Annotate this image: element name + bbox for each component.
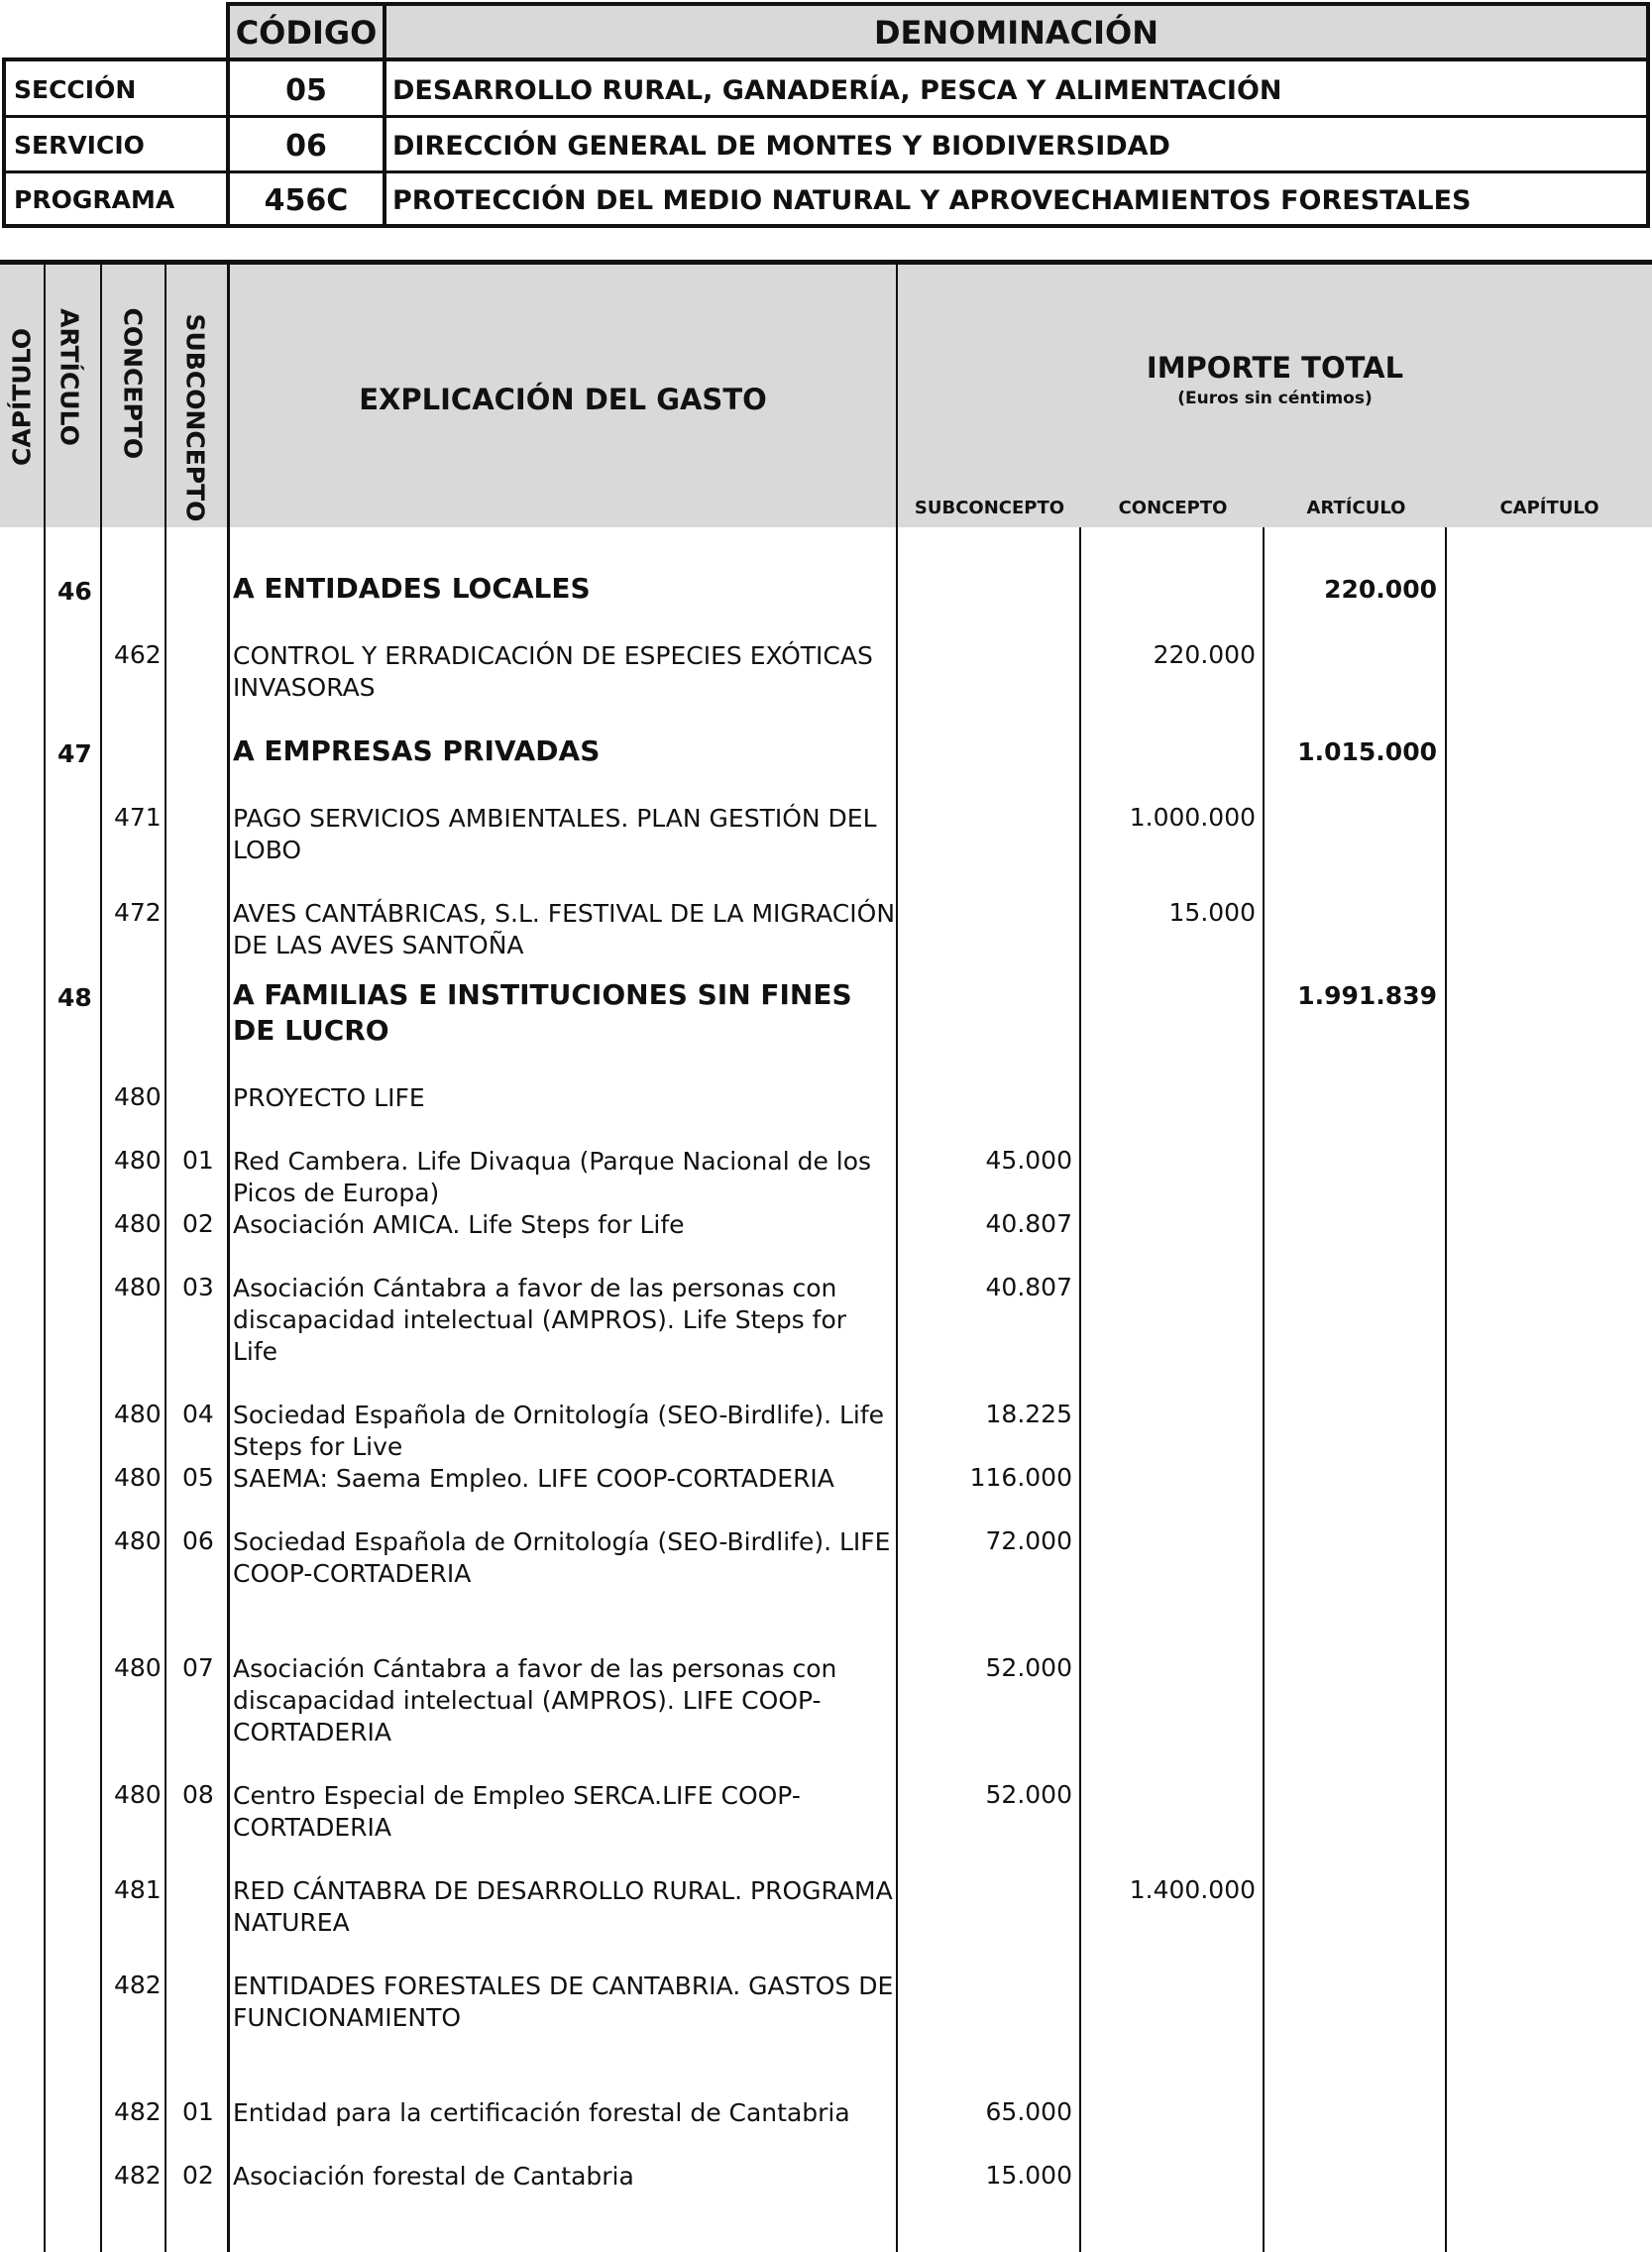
row-description: Asociación forestal de Cantabria <box>233 2162 634 2191</box>
row-amount-subconcepto: 45.000 <box>985 1146 1072 1175</box>
row-concepto: 480 <box>114 1780 162 1809</box>
subcol-articulo: ARTÍCULO <box>1306 498 1406 518</box>
col-importe-total: IMPORTE TOTAL <box>1146 351 1404 385</box>
row-concepto: 480 <box>114 1273 162 1301</box>
row-concepto: 472 <box>114 898 162 927</box>
row-concepto: 480 <box>114 1209 162 1238</box>
row-concepto: 480 <box>114 1400 162 1428</box>
row-subconcepto: 01 <box>182 2097 214 2126</box>
row-description: Asociación AMICA. Life Steps for Life <box>233 1210 685 1239</box>
row-amount-concepto: 220.000 <box>1153 640 1256 669</box>
row-concepto: 462 <box>114 640 162 669</box>
seccion-name: DESARROLLO RURAL, GANADERÍA, PESCA Y ALIMENTACIÓN <box>392 75 1282 106</box>
row-description: RED CÁNTABRA DE DESARROLLO RURAL. PROGRAMA NATUREA <box>233 1876 893 1937</box>
row-subconcepto: 02 <box>182 1209 214 1238</box>
row-description: A ENTIDADES LOCALES <box>233 572 591 605</box>
row-description: Red Cambera. Life Divaqua (Parque Nacional de los Picos de Europa) <box>233 1147 872 1207</box>
col-capitulo: CAPÍTULO <box>7 328 37 466</box>
row-amount-subconcepto: 40.807 <box>985 1209 1072 1238</box>
row-description: Asociación Cántabra a favor de las personas con discapacidad intelectual (AMPROS). Life Steps for Life <box>233 1274 847 1366</box>
row-subconcepto: 05 <box>182 1463 214 1492</box>
row-description: Asociación Cántabra a favor de las personas con discapacidad intelectual (AMPROS). LIFE COOP-CORTADERIA <box>233 1654 837 1746</box>
row-description: PROYECTO LIFE <box>233 1083 425 1112</box>
header-denominacion-label: DENOMINACIÓN <box>873 14 1159 52</box>
servicio-label: SERVICIO <box>14 131 145 160</box>
row-amount-subconcepto: 72.000 <box>985 1526 1072 1555</box>
row-description: Centro Especial de Empleo SERCA.LIFE COOP-CORTADERIA <box>233 1781 801 1842</box>
row-description: A FAMILIAS E INSTITUCIONES SIN FINES DE LUCRO <box>233 978 852 1047</box>
row-subconcepto: 06 <box>182 1526 214 1555</box>
row-subconcepto: 04 <box>182 1400 214 1428</box>
row-subconcepto: 03 <box>182 1273 214 1301</box>
col-concepto: CONCEPTO <box>118 307 148 460</box>
programa-name: PROTECCIÓN DEL MEDIO NATURAL Y APROVECHAMIENTOS FORESTALES <box>392 185 1472 216</box>
row-concepto: 482 <box>114 2161 162 2190</box>
seccion-label: SECCIÓN <box>14 75 137 104</box>
row-concepto: 471 <box>114 803 162 832</box>
servicio-code: 06 <box>285 129 327 164</box>
row-description: SAEMA: Saema Empleo. LIFE COOP-CORTADERIA <box>233 1464 834 1493</box>
row-amount-concepto: 15.000 <box>1168 898 1256 927</box>
row-articulo: 47 <box>57 739 92 768</box>
row-description: Sociedad Española de Ornitología (SEO-Birdlife). LIFE COOP-CORTADERIA <box>233 1527 891 1588</box>
programa-label: PROGRAMA <box>14 185 175 214</box>
row-description: CONTROL Y ERRADICACIÓN DE ESPECIES EXÓTICAS INVASORAS <box>233 641 873 702</box>
header-codigo-label: CÓDIGO <box>235 14 378 52</box>
row-amount-subconcepto: 65.000 <box>985 2097 1072 2126</box>
row-amount-subconcepto: 40.807 <box>985 1273 1072 1301</box>
header-block <box>0 0 1652 230</box>
row-concepto: 480 <box>114 1463 162 1492</box>
budget-table <box>0 260 1652 2252</box>
row-amount-concepto: 1.000.000 <box>1129 803 1256 832</box>
row-amount-articulo: 220.000 <box>1324 575 1437 604</box>
seccion-code: 05 <box>285 73 327 108</box>
row-description: ENTIDADES FORESTALES DE CANTABRIA. GASTOS DE FUNCIONAMIENTO <box>233 1971 894 2032</box>
row-subconcepto: 01 <box>182 1146 214 1175</box>
subcol-concepto: CONCEPTO <box>1118 498 1228 518</box>
row-amount-articulo: 1.991.839 <box>1297 981 1437 1010</box>
row-articulo: 46 <box>57 577 92 606</box>
row-amount-subconcepto: 52.000 <box>985 1653 1072 1682</box>
row-articulo: 48 <box>57 983 92 1012</box>
row-amount-articulo: 1.015.000 <box>1297 737 1437 766</box>
row-concepto: 482 <box>114 1970 162 1999</box>
row-description: Sociedad Española de Ornitología (SEO-Birdlife). Life Steps for Live <box>233 1401 885 1461</box>
row-amount-concepto: 1.400.000 <box>1129 1875 1256 1904</box>
subcol-subconcepto: SUBCONCEPTO <box>914 498 1065 518</box>
row-amount-subconcepto: 52.000 <box>985 1780 1072 1809</box>
row-concepto: 482 <box>114 2097 162 2126</box>
col-subconcepto: SUBCONCEPTO <box>180 313 210 522</box>
row-subconcepto: 07 <box>182 1653 214 1682</box>
col-explicacion: EXPLICACIÓN DEL GASTO <box>359 383 767 416</box>
row-amount-subconcepto: 18.225 <box>985 1400 1072 1428</box>
row-amount-subconcepto: 15.000 <box>985 2161 1072 2190</box>
row-description: AVES CANTÁBRICAS, S.L. FESTIVAL DE LA MIGRACIÓN DE LAS AVES SANTOÑA <box>233 899 896 959</box>
row-concepto: 480 <box>114 1146 162 1175</box>
programa-code: 456C <box>264 183 349 218</box>
row-concepto: 480 <box>114 1526 162 1555</box>
row-subconcepto: 08 <box>182 1780 214 1809</box>
row-concepto: 480 <box>114 1082 162 1111</box>
row-description: PAGO SERVICIOS AMBIENTALES. PLAN GESTIÓN DEL LOBO <box>233 804 877 864</box>
row-concepto: 480 <box>114 1653 162 1682</box>
row-concepto: 481 <box>114 1875 162 1904</box>
col-importe-note: (Euros sin céntimos) <box>1177 389 1373 408</box>
row-amount-subconcepto: 116.000 <box>969 1463 1072 1492</box>
servicio-name: DIRECCIÓN GENERAL DE MONTES Y BIODIVERSIDAD <box>392 131 1170 162</box>
row-subconcepto: 02 <box>182 2161 214 2190</box>
row-description: A EMPRESAS PRIVADAS <box>233 734 601 767</box>
row-description: Entidad para la certificación forestal de Cantabria <box>233 2098 850 2127</box>
subcol-capitulo: CAPÍTULO <box>1499 498 1599 518</box>
col-articulo: ARTÍCULO <box>55 308 84 446</box>
